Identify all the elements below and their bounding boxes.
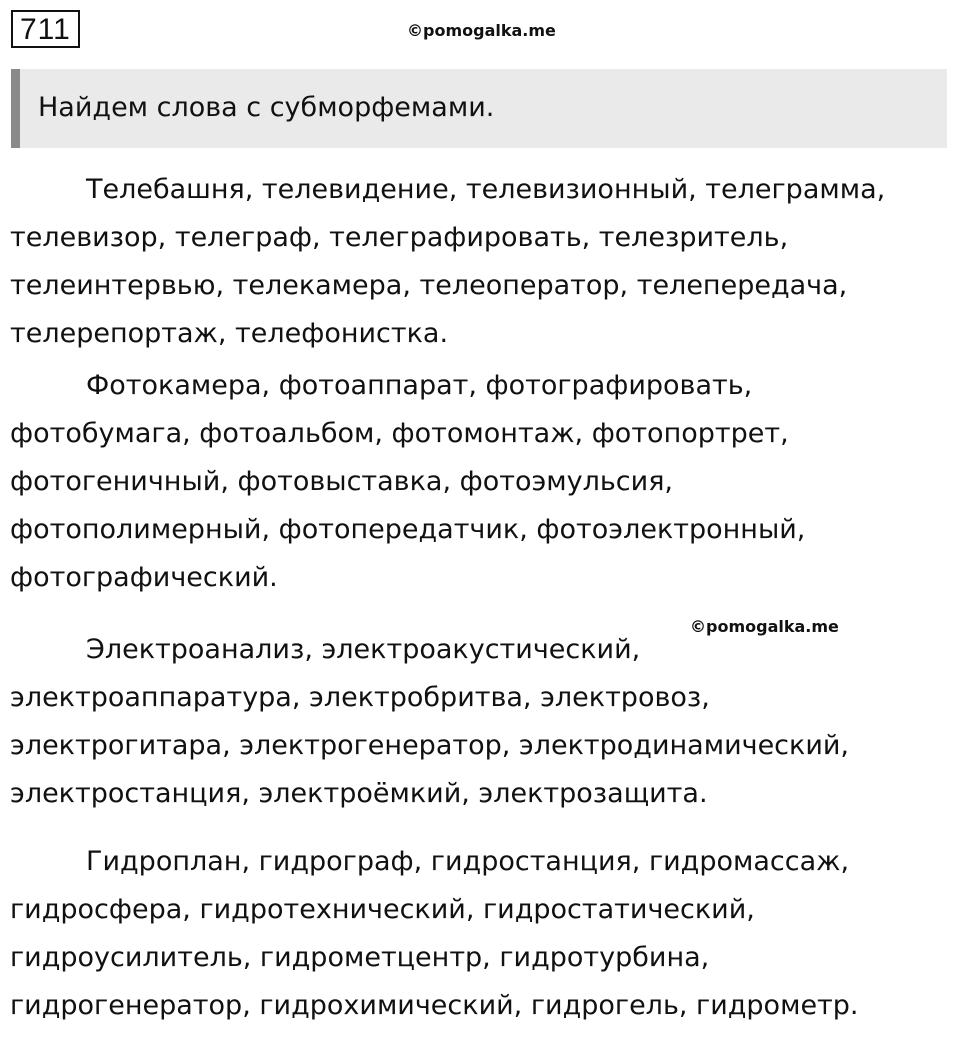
text-line: электрогитара, электрогенератор, электродинамический, — [10, 730, 850, 761]
heading-box — [11, 69, 947, 148]
text-line: гидроусилитель, гидрометцентр, гидротурбина, — [10, 942, 710, 973]
text-line: электроаппаратура, электробритва, электровоз, — [10, 682, 710, 713]
text-line: фотогеничный, фотовыставка, фотоэмульсия, — [10, 466, 674, 497]
text-line: гидрогенератор, гидрохимический, гидрогель, гидрометр. — [10, 990, 859, 1021]
paragraph-foto — [10, 362, 805, 602]
text-line: гидросфера, гидротехнический, гидростатический, — [10, 894, 755, 925]
text-line: телевизор, телеграф, телеграфировать, телезритель, — [10, 222, 789, 253]
text-line: Фотокамера, фотоаппарат, фотографировать, — [86, 370, 753, 401]
text-line: фотополимерный, фотопередатчик, фотоэлектронный, — [10, 514, 806, 545]
watermark-middle: ©pomogalka.me — [690, 617, 839, 636]
text-line: Электроанализ, электроакустический, — [86, 634, 641, 665]
task-number: 711 — [11, 10, 80, 48]
watermark-top: ©pomogalka.me — [407, 21, 556, 40]
paragraph-gidro — [10, 838, 859, 1030]
text-line: электростанция, электроёмкий, электрозащита. — [10, 778, 708, 809]
heading-text: Найдем слова с субморфемами. — [38, 92, 495, 123]
paragraph-tele — [10, 166, 885, 358]
text-line: телерепортаж, телефонистка. — [10, 318, 449, 349]
paragraph-elektro — [10, 626, 849, 818]
text-line: Телебашня, телевидение, телевизионный, телеграмма, — [86, 174, 886, 205]
text-line: Гидроплан, гидрограф, гидростанция, гидромассаж, — [86, 846, 850, 877]
text-line: фотобумага, фотоальбом, фотомонтаж, фотопортрет, — [10, 418, 789, 449]
text-line: фотографический. — [10, 562, 278, 593]
text-line: телеинтервью, телекамера, телеоператор, телепередача, — [10, 270, 848, 301]
